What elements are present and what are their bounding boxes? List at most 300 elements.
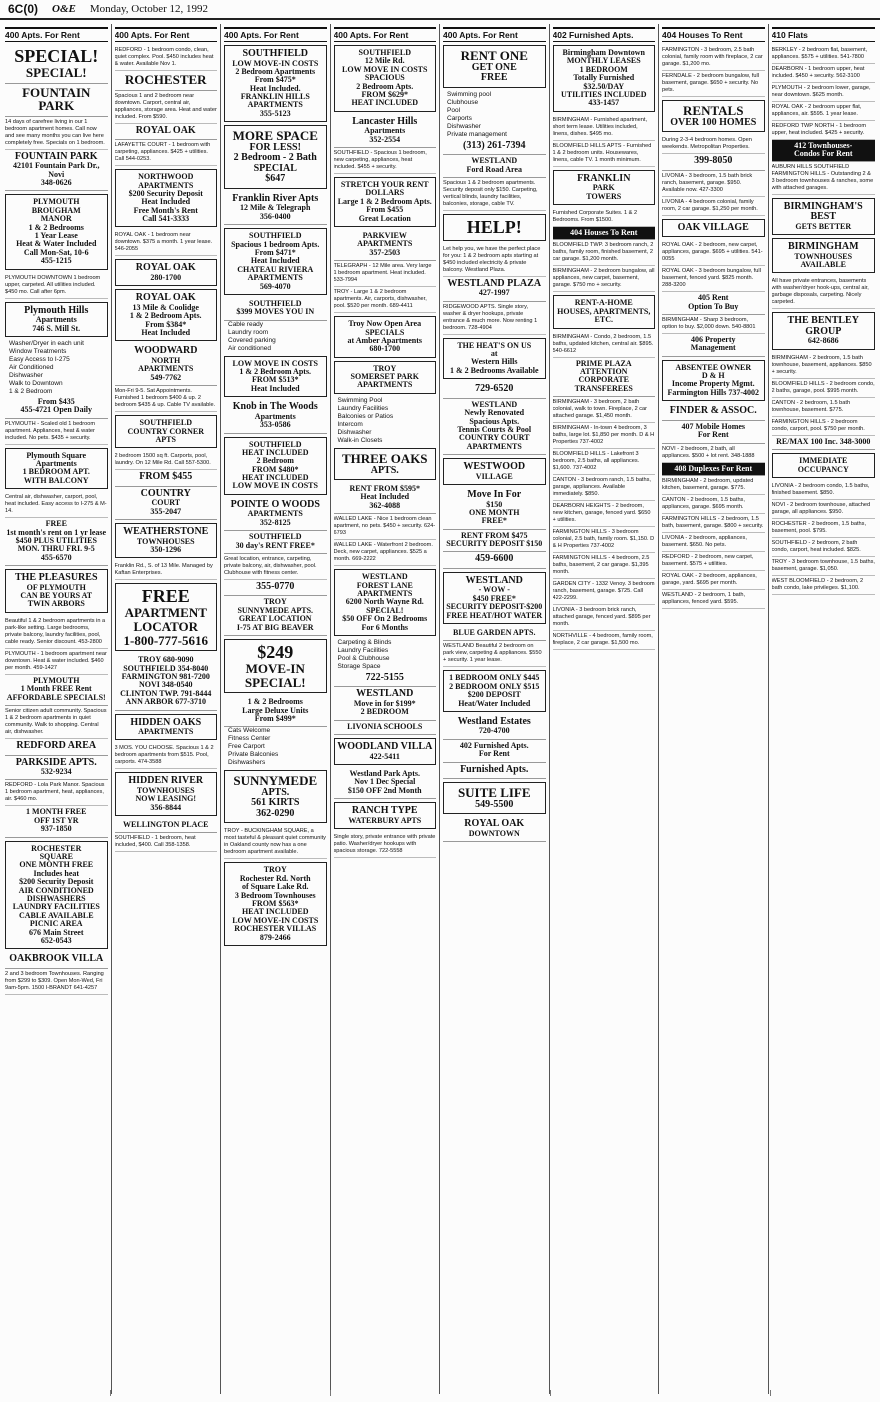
- ad-line: $200 Security Deposit: [19, 877, 94, 887]
- ad-line: AFFORDABLE SPECIALS!: [6, 692, 106, 702]
- display-ad: [224, 498, 327, 531]
- ad-line: $200 DEPOSIT: [467, 690, 521, 700]
- display-ad: [115, 583, 218, 651]
- amenity-item: Clubhouse: [447, 98, 479, 106]
- ad-line: 348-0626: [40, 178, 72, 188]
- ad-line: 1 MONTH FREE: [26, 807, 87, 817]
- ad-line: MANOR: [40, 214, 72, 224]
- ad-line: 1 BEDROOM APT.: [22, 467, 90, 477]
- ad-line: 1 BEDROOM ONLY $445: [449, 673, 540, 683]
- amenity-item: Dishwasher: [447, 122, 481, 130]
- ad-line: HOUSES, APARTMENTS, ETC.: [557, 306, 651, 325]
- ad-line: APARTMENTS: [138, 727, 194, 736]
- display-ad: [443, 530, 546, 553]
- classified-listing: Single story, private entrance with private patio. Washer/dryer hookups with spacious storage. 722-5558: [334, 832, 437, 858]
- classified-listing: NOVI - 2 bedroom townhouse, attached garage, all appliances. $950.: [772, 500, 876, 519]
- ad-line: LOW MOVE IN COSTS: [232, 481, 318, 491]
- display-ad: [5, 518, 108, 566]
- display-ad: [772, 198, 876, 235]
- ad-line: ATTENTION: [580, 366, 628, 376]
- section-header: 404 Houses To Rent: [662, 27, 765, 42]
- ad-line: From $499*: [254, 713, 296, 723]
- ad-line: Heat Included: [250, 383, 300, 393]
- amenity-list: [334, 397, 437, 445]
- ad-line: 1 & 2 Bedrooms Available: [449, 365, 539, 375]
- ad-line: FREE: [45, 519, 67, 529]
- ad-line: 355-0770: [256, 580, 295, 592]
- display-ad: [334, 115, 437, 148]
- display-ad: [662, 360, 765, 402]
- ad-line: 357-2503: [369, 247, 401, 257]
- ad-line: RENT ONE: [460, 48, 528, 63]
- ad-line: Plymouth Hills: [24, 304, 89, 316]
- display-ad: [224, 228, 327, 295]
- amenity-item: Swimming pool: [447, 90, 492, 98]
- ad-line: CLINTON TWP. 791-8444: [120, 688, 212, 698]
- ad-line: BROUGHAM: [31, 205, 81, 215]
- display-ad: [115, 487, 218, 520]
- ad-line: 720-4700: [478, 726, 510, 736]
- ad-line: 352-2554: [369, 134, 401, 144]
- ad-line: OAKBROOK VILLA: [9, 953, 104, 965]
- ad-line: D & H: [701, 371, 725, 381]
- ad-line: Move In For: [467, 489, 522, 500]
- ad-line: 2 BEDROOM: [360, 707, 409, 717]
- ad-line: 1 Month FREE Rent: [20, 684, 92, 694]
- classified-listing: BIRMINGHAM - In-town 4 bedroom, 3 baths, large lot. $1,850 per month. D & H Properties 737-4002: [553, 423, 656, 449]
- ad-line: 642-8686: [807, 336, 839, 346]
- amenity-item: Air conditioned: [228, 344, 271, 352]
- classified-listing: WALLED LAKE - Nice 1 bedroom clean apartment, no pets. $450 + security. 624-6793: [334, 514, 437, 540]
- display-ad: [224, 400, 327, 433]
- ad-line: LAUNDRY FACILITIES: [12, 902, 100, 912]
- display-ad: [5, 194, 108, 269]
- display-ad: [334, 483, 437, 514]
- ad-line: SOUTHFIELD: [358, 48, 411, 57]
- classified-listing: FARMINGTON HILLS - 4 bedroom, 2.5 baths, basement, 2 car garage. $1,395 month.: [553, 553, 656, 579]
- registration-mark: [770, 1390, 771, 1396]
- display-ad: [115, 470, 218, 487]
- classified-listing: BLOOMFIELD HILLS - Lakefront 3 bedroom, 2.5 baths, all appliances. $1,600. 737-4002: [553, 449, 656, 475]
- ad-line: RENTALS: [683, 103, 744, 118]
- ad-line: LOW MOVE IN COSTS: [232, 358, 318, 368]
- ad-line: 680-1700: [369, 344, 401, 354]
- ad-line: From $475*: [254, 75, 296, 85]
- classified-column: [659, 24, 769, 1394]
- classified-listing: PLYMOUTH - Scaled old 1 bedroom apartment. Appliances, heat & water included. No pets. $435 + security.: [5, 419, 108, 445]
- ad-line: 1st month's rent on 1 yr lease: [6, 527, 107, 537]
- classified-listing: BIRMINGHAM - 2 bedroom, updated kitchen, basement, garage. $775.: [662, 476, 765, 495]
- ad-line: SOUTHFIELD: [249, 532, 302, 542]
- classified-listing: WALLED LAKE - Waterfront 2 bedroom. Deck, new carpet, appliances. $525 a month. 669-2222: [334, 540, 437, 566]
- ad-line: AIR CONDITIONED: [18, 885, 94, 895]
- ad-line: SUITE LIFE: [457, 785, 531, 801]
- classified-listing: FARMINGTON HILLS - 3 bedroom colonial, 2.5 bath, family room. $1,150. D & H Properties 737-4002: [553, 527, 656, 553]
- amenity-item: Window Treatments: [9, 347, 67, 355]
- ad-line: SQUARE: [39, 851, 73, 861]
- ad-line: HIDDEN RIVER: [128, 775, 204, 787]
- display-ad: [115, 714, 218, 741]
- ad-line: TOWNHOUSES: [136, 536, 195, 546]
- classified-listing: BIRMINGHAM - Condo, 2 bedroom, 1.5 baths, updated kitchen, central air. $895. 540-6612: [553, 332, 656, 358]
- ad-line: For Rent: [478, 749, 510, 759]
- classified-listing: ROYAL OAK - 2 bedroom, appliances, garage, yard. $695 per month.: [662, 571, 765, 590]
- display-ad: [115, 259, 218, 286]
- ad-line: 2 Bedroom: [256, 456, 294, 466]
- display-ad: [224, 580, 327, 597]
- ad-line: CHATEAU RIVIERA: [237, 264, 314, 274]
- ad-line: PRIME PLAZA: [575, 358, 632, 368]
- ad-line: APARTMENTS: [247, 100, 303, 110]
- display-ad: [662, 100, 765, 132]
- ad-line: FOREST LANE: [356, 580, 413, 590]
- section-header: 400 Apts. For Rent: [224, 27, 327, 42]
- ad-line: WESTLAND: [361, 572, 408, 582]
- display-ad: [5, 45, 108, 84]
- ad-line: SOUTHFIELD: [249, 439, 302, 449]
- ad-line: 2 Bedroom Apts.: [356, 81, 414, 91]
- ad-line: From $384*: [145, 319, 187, 329]
- ad-line: SECURITY DEPOSIT-$200: [446, 602, 543, 612]
- ad-line: $647: [265, 173, 286, 185]
- section-header: 400 Apts. For Rent: [334, 27, 437, 42]
- ad-line: TWIN ARBORS: [27, 599, 85, 609]
- ad-line: Heat/Water Included: [458, 698, 531, 708]
- ad-line: Large Deluxe Units: [242, 705, 309, 715]
- ad-line: Plymouth Square: [26, 450, 87, 460]
- masthead: [0, 0, 880, 20]
- ad-line: 355-2047: [150, 506, 182, 516]
- ad-line: WESTWOOD: [463, 461, 526, 473]
- classified-column: [769, 24, 879, 1394]
- ad-line: 408 Duplexes For Rent: [674, 463, 753, 473]
- ad-line: 746 S. Mill St.: [32, 323, 81, 333]
- display-ad: [115, 344, 218, 386]
- ad-line: ROYAL OAK: [135, 292, 196, 304]
- amenity-item: Laundry Facilities: [337, 404, 389, 412]
- ad-line: 455-4721 Open Daily: [20, 405, 93, 415]
- ad-line: of Square Lake Rd.: [241, 882, 309, 892]
- classified-listing: WESTLAND - 2 bedroom, 1 bath, appliances, fenced yard. $595.: [662, 590, 765, 609]
- display-ad: [224, 696, 327, 727]
- ad-line: $249: [257, 641, 294, 662]
- ad-line: TOWNHOUSES: [136, 785, 195, 795]
- ad-line: From $471*: [254, 247, 296, 257]
- ad-line: HEAT INCLUDED: [241, 447, 309, 457]
- ad-line: SPECIAL: [253, 162, 297, 174]
- classified-listing: Let help you, we have the perfect place for you: 1 & 2 bedroom apts starting at $450 included electricity & private balcony. Westland Plaza.: [443, 244, 546, 277]
- ad-line: 549-5500: [475, 798, 514, 810]
- display-ad: [772, 436, 876, 450]
- display-ad: [662, 334, 765, 357]
- ad-line: Troy Now Open Area: [348, 319, 422, 329]
- ad-line: Apartments: [364, 126, 406, 136]
- display-ad: [5, 396, 108, 419]
- ad-line: SPACIOUS: [364, 73, 405, 83]
- classified-listing: Furnished Corporate Suites. 1 & 2 Bedrooms. From $1500.: [553, 208, 656, 227]
- ad-line: $200 Security Deposit: [128, 188, 203, 198]
- ad-line: 422-5411: [369, 751, 400, 761]
- classified-column: [550, 24, 660, 1394]
- classified-listing: LAFAYETTE COURT - 1 bedroom with carpeting, appliances. $425 + utilities. Call 544-0253.: [115, 140, 218, 166]
- ad-line: $399 MOVES YOU IN: [236, 307, 315, 317]
- classified-listing: REDFORD - Lola Park Manor. Spacious 1 bedroom apartment, heat, appliances, air. $460 mo.: [5, 780, 108, 806]
- display-ad: [115, 415, 218, 448]
- ad-line: CAN BE YOURS AT: [20, 591, 93, 601]
- classified-listing: BERKLEY - 2 bedroom flat, basement, appliances. $575 + utilities. 541-7800: [772, 45, 876, 64]
- ad-line: WESTLAND: [465, 574, 523, 586]
- ad-line: FINDER & ASSOC.: [669, 405, 757, 417]
- amenity-item: Carports: [447, 114, 472, 122]
- classified-listing: SOUTHFIELD - Spacious 1 bedroom, new carpeting, appliances, heat included. $455 + security.: [334, 148, 437, 174]
- ad-line: $150: [486, 499, 503, 509]
- display-ad: [5, 739, 108, 756]
- ad-line: For Rent: [697, 430, 729, 440]
- ad-line: HELP!: [466, 216, 522, 237]
- ad-line: 722-5155: [365, 671, 404, 683]
- ad-line: 405 Rent: [698, 293, 729, 303]
- ad-line: ROYAL OAK: [135, 124, 196, 136]
- display-ad: [443, 338, 546, 380]
- classified-listing: NOVI - 2 bedroom, 2 bath, all appliances. $500 + lot rent. 348-1888: [662, 444, 765, 463]
- registration-mark: [110, 1390, 111, 1396]
- display-ad: [443, 572, 546, 624]
- section-header: 400 Apts. For Rent: [5, 27, 108, 42]
- display-ad: [115, 819, 218, 833]
- amenity-list: [443, 91, 546, 139]
- display-ad: [5, 675, 108, 706]
- classified-listing: 14 days of carefree living in our 1 bedroom apartment homes. Call now and see many months you can live here completely free. Specials on 1 bedroom.: [5, 117, 108, 150]
- display-ad: [662, 404, 765, 421]
- ad-line: DOWNTOWN: [468, 828, 520, 838]
- display-ad: [224, 298, 327, 321]
- section-header: 400 Apts. For Rent: [443, 27, 546, 42]
- ad-line: SECURITY DEPOSIT $150: [446, 539, 543, 549]
- display-ad: [443, 45, 546, 88]
- ad-line: TROY: [263, 865, 287, 875]
- amenity-item: Washer/Dryer in each unit: [9, 339, 84, 347]
- ad-line: AVAILABLE: [800, 260, 846, 270]
- ad-line: MORE SPACE: [232, 128, 318, 144]
- ad-line: LOW MOVE-IN COSTS: [232, 915, 319, 925]
- amenity-item: Laundry room: [228, 328, 269, 336]
- classified-listing: CANTON - 3 bedroom ranch, 1.5 baths, garage, appliances. Available immediately. $850.: [553, 475, 656, 501]
- ad-line: APARTMENTS: [247, 273, 303, 283]
- display-ad: [443, 277, 546, 302]
- ad-line: DISHWASHERS: [26, 893, 86, 903]
- display-ad: [443, 715, 546, 740]
- display-ad: [115, 71, 218, 91]
- classified-listing: REDFORD - 2 bedroom, new carpet, basement. $575 + utilities.: [662, 552, 765, 571]
- display-ad: [5, 952, 108, 969]
- ad-line: SPECIAL!: [25, 64, 87, 80]
- ad-line: Spacious 1 bedroom Apts.: [231, 239, 320, 249]
- ad-line: FROM $513*: [252, 375, 299, 385]
- display-ad: [5, 756, 108, 781]
- ad-line: 433-1457: [588, 98, 620, 108]
- ad-line: BIRMINGHAM: [787, 241, 859, 253]
- amenity-list: [224, 321, 327, 353]
- amenity-item: Dishwasher: [337, 428, 372, 436]
- ad-line: THE PLEASURES: [14, 572, 98, 584]
- ad-line: ONE MONTH FREE: [19, 860, 94, 870]
- ad-line: Apartments: [35, 315, 77, 325]
- classified-listing: SOUTHFIELD - 1 bedroom, heat included, $400. Call 358-1358.: [115, 833, 218, 852]
- classified-column: [221, 24, 331, 1394]
- ad-line: THE BENTLEY GROUP: [787, 315, 859, 337]
- ad-line: PARKVIEW APARTMENTS: [357, 230, 413, 249]
- ad-line: WESTLAND: [471, 156, 518, 166]
- display-ad: [115, 654, 218, 710]
- ad-line: at: [490, 349, 498, 359]
- display-ad: [334, 721, 437, 735]
- classified-listing: During 2-3-4 bedroom homes. Open weekends. Metropolitan Properties.: [662, 135, 765, 154]
- classified-listing: BLOOMFIELD HILLS - 2 bedroom condo, 2 baths, garage, pool. $995 month.: [772, 379, 876, 398]
- amenity-item: Private Balconies: [228, 751, 279, 759]
- display-ad: [662, 292, 765, 315]
- classified-listing: CANTON - 2 bedroom, 1.5 baths, appliances, garage. $695 month.: [662, 495, 765, 514]
- amenity-item: Storage Space: [337, 662, 381, 670]
- display-ad: [224, 639, 327, 693]
- display-ad: [224, 356, 327, 398]
- ad-line: Option To Buy: [688, 301, 739, 311]
- classified-listing: FARMINGTON HILLS - 2 bedroom, 1.5 bath, basement, garage. $800 + security.: [662, 514, 765, 533]
- classified-listing: LIVONIA - 4 bedroom colonial, family room, 2 car garage. $1,250 per month.: [662, 197, 765, 216]
- section-header: [772, 140, 876, 162]
- ad-line: IMMEDIATE OCCUPANCY: [797, 456, 849, 474]
- ad-line: NORTH: [151, 355, 181, 365]
- classified-listing: Central air, dishwasher, carport, pool, heat included. Easy access to I-275 & M-14.: [5, 492, 108, 518]
- section-header: 402 Furnished Apts.: [553, 27, 656, 42]
- ad-line: PARKSIDE APTS.: [15, 756, 97, 768]
- ad-line: (313) 261-7394: [463, 139, 526, 151]
- ad-line: Great Location: [358, 213, 411, 223]
- ad-line: Call 541-3333: [142, 214, 190, 224]
- classified-listing: BIRMINGHAM - 2 bedroom, 1.5 bath townhouse, basement, appliances. $850 + security.: [772, 353, 876, 379]
- ad-line: Rochester Rd. North: [239, 873, 311, 883]
- display-ad: [443, 458, 546, 485]
- amenity-item: Walk to Downtown: [9, 379, 63, 387]
- display-ad: [224, 192, 327, 225]
- ad-line: THE HEAT'S ON US: [457, 340, 532, 350]
- amenity-item: Covered parking: [228, 336, 276, 344]
- ad-line: FARMINGTON 981-7200: [121, 671, 210, 681]
- ad-line: Call Mon-Sat, 10-6: [23, 247, 89, 257]
- ad-line: CABLE AVAILABLE: [18, 910, 94, 920]
- ad-line: 1 BEDROOM: [579, 64, 628, 74]
- ad-line: ONE MONTH: [469, 507, 520, 517]
- display-ad: [334, 448, 437, 480]
- display-ad: [772, 453, 876, 478]
- display-ad: [5, 569, 108, 613]
- classified-listing: BLOOMFIELD TWP. 3 bedroom ranch, 2 baths, family room, finished basement, 2 car garage. $1,200 month.: [553, 240, 656, 266]
- ad-line: SOMERSET PARK APARTMENTS: [350, 372, 419, 390]
- amenity-item: Carpeting & Blinds: [337, 638, 392, 646]
- amenity-item: Intercom: [337, 420, 363, 428]
- ad-line: UTILITIES INCLUDED: [560, 89, 647, 99]
- ad-line: 2 Bedroom Apartments: [235, 66, 316, 76]
- ad-line: WESTLAND PLAZA: [447, 277, 542, 289]
- classified-listing: ROYAL OAK - 1 bedroom near downtown. $375 a month. 1 year lease. 546-2055: [115, 230, 218, 256]
- ad-line: STRETCH YOUR RENT DOLLARS: [340, 180, 429, 198]
- registration-mark: [550, 1390, 551, 1396]
- ad-line: SUNNYMEDE APTS.: [237, 605, 314, 615]
- ad-line: at Amber Apartments: [347, 335, 422, 345]
- ad-line: ROCHESTER: [31, 843, 82, 853]
- classified-listing: PLYMOUTH - 2 bedroom lower, garage, near downtown. $625 month.: [772, 83, 876, 102]
- ad-line: 362-0290: [256, 807, 295, 819]
- ad-line: HIDDEN OAKS: [130, 716, 202, 728]
- ad-line: 879-2466: [259, 932, 291, 942]
- display-ad: [443, 740, 546, 763]
- display-ad: [443, 763, 546, 780]
- ad-line: 356-0400: [259, 211, 291, 221]
- ad-line: SPECIAL!: [244, 674, 306, 690]
- issue-date: Monday, October 12, 1992: [89, 3, 208, 15]
- ad-line: RE/MAX 100 Inc. 348-3000: [776, 436, 871, 446]
- section-header: 410 Flats: [772, 27, 876, 42]
- ad-line: 355-5123: [259, 108, 291, 118]
- display-ad: [443, 552, 546, 569]
- ad-line: 937-1850: [40, 824, 72, 834]
- ad-line: 280-1700: [150, 272, 182, 282]
- display-ad: [443, 155, 546, 178]
- ad-line: PICNIC AREA: [29, 919, 83, 929]
- ad-line: SOUTHFIELD 354-8040: [123, 663, 209, 673]
- classified-listing: TELEGRAPH - 12 Mile area. Very large 1 bedroom apartment. Heat included. 533-7994: [334, 261, 437, 287]
- classified-listing: BIRMINGHAM - 2 bedroom bungalow, all appliances, new carpet, basement, garage. $750 mo + security.: [553, 266, 656, 292]
- ad-line: 652-0543: [40, 935, 72, 945]
- ad-line: I-75 AT BIG BEAVER: [236, 622, 314, 632]
- ad-line: Includes heat: [33, 868, 80, 878]
- classified-listing: SOUTHFIELD - 2 bedroom, 2 bath condo, carport, heat included. $825.: [772, 538, 876, 557]
- display-ad: [443, 399, 546, 455]
- ad-line: HEAT INCLUDED: [351, 98, 419, 108]
- ad-line: FOUNTAIN PARK: [22, 84, 91, 114]
- ad-line: Heat Included: [360, 492, 410, 502]
- classified-listing: ROYAL OAK - 2 bedroom upper flat, appliances, air. $595. 1 year lease.: [772, 102, 876, 121]
- ad-line: 402 Furnished Apts.: [459, 740, 529, 750]
- display-ad: [443, 627, 546, 641]
- ad-line: FRANKLIN: [577, 172, 631, 184]
- ad-line: COUNTRY: [140, 487, 191, 499]
- ad-line: 30 day's RENT FREE*: [235, 540, 315, 550]
- ad-line: Heat Included: [141, 328, 191, 338]
- ad-line: 2 BEDROOM ONLY $515: [449, 681, 540, 691]
- classified-listing: LIVONIA - 2 bedroom, appliances, basement. $650. No pets.: [662, 533, 765, 552]
- ad-line: ROYAL OAK: [464, 818, 525, 830]
- classified-listing: NORTHVILLE - 4 bedroom, family room, fireplace, 2 car garage. $1,500 mo.: [553, 631, 656, 650]
- registration-marks: [0, 1390, 880, 1398]
- display-ad: [772, 238, 876, 273]
- ad-line: LOW MOVE-IN COSTS: [232, 58, 319, 68]
- classified-listing: All have private entrances, basements with washer/dryer hook-ups, central air, garbage disposals, carpeting. Nicely carpeted.: [772, 276, 876, 309]
- classified-listing: TROY - BUCKINGHAM SQUARE, a most tasteful & pleasant quiet community in Oakland county now has a one bedroom apartment available.: [224, 826, 327, 859]
- ad-line: SUNNYMEDE: [233, 773, 318, 789]
- ad-line: POINTE O WOODS: [230, 498, 320, 510]
- ad-line: Heat Included: [141, 197, 191, 207]
- classified-listing: BIRMINGHAM - Furnished apartment, short term lease. Utilities included, linens, dishes. $495 mo.: [553, 115, 656, 141]
- classified-listing: ROYAL OAK - 2 bedroom, new carpet, appliances, garage. $695 + utilities. 541-0055: [662, 240, 765, 266]
- ad-line: Apartments: [35, 459, 77, 469]
- ad-line: COURT: [151, 498, 181, 508]
- registration-mark: [330, 1390, 331, 1396]
- classified-listing: Spacious 1 and 2 bedroom near downtown. Carport, central air, appliances, storage area. Heat and water included. From $590.: [115, 91, 218, 124]
- ad-line: WESTLAND: [356, 688, 414, 700]
- classified-listing: FERNDALE - 2 bedroom bungalow, full basement, garage. $650 + security. No pets.: [662, 71, 765, 97]
- ad-line: COUNTRY CORNER APTS: [127, 426, 205, 444]
- ad-line: FROM $629*: [361, 89, 408, 99]
